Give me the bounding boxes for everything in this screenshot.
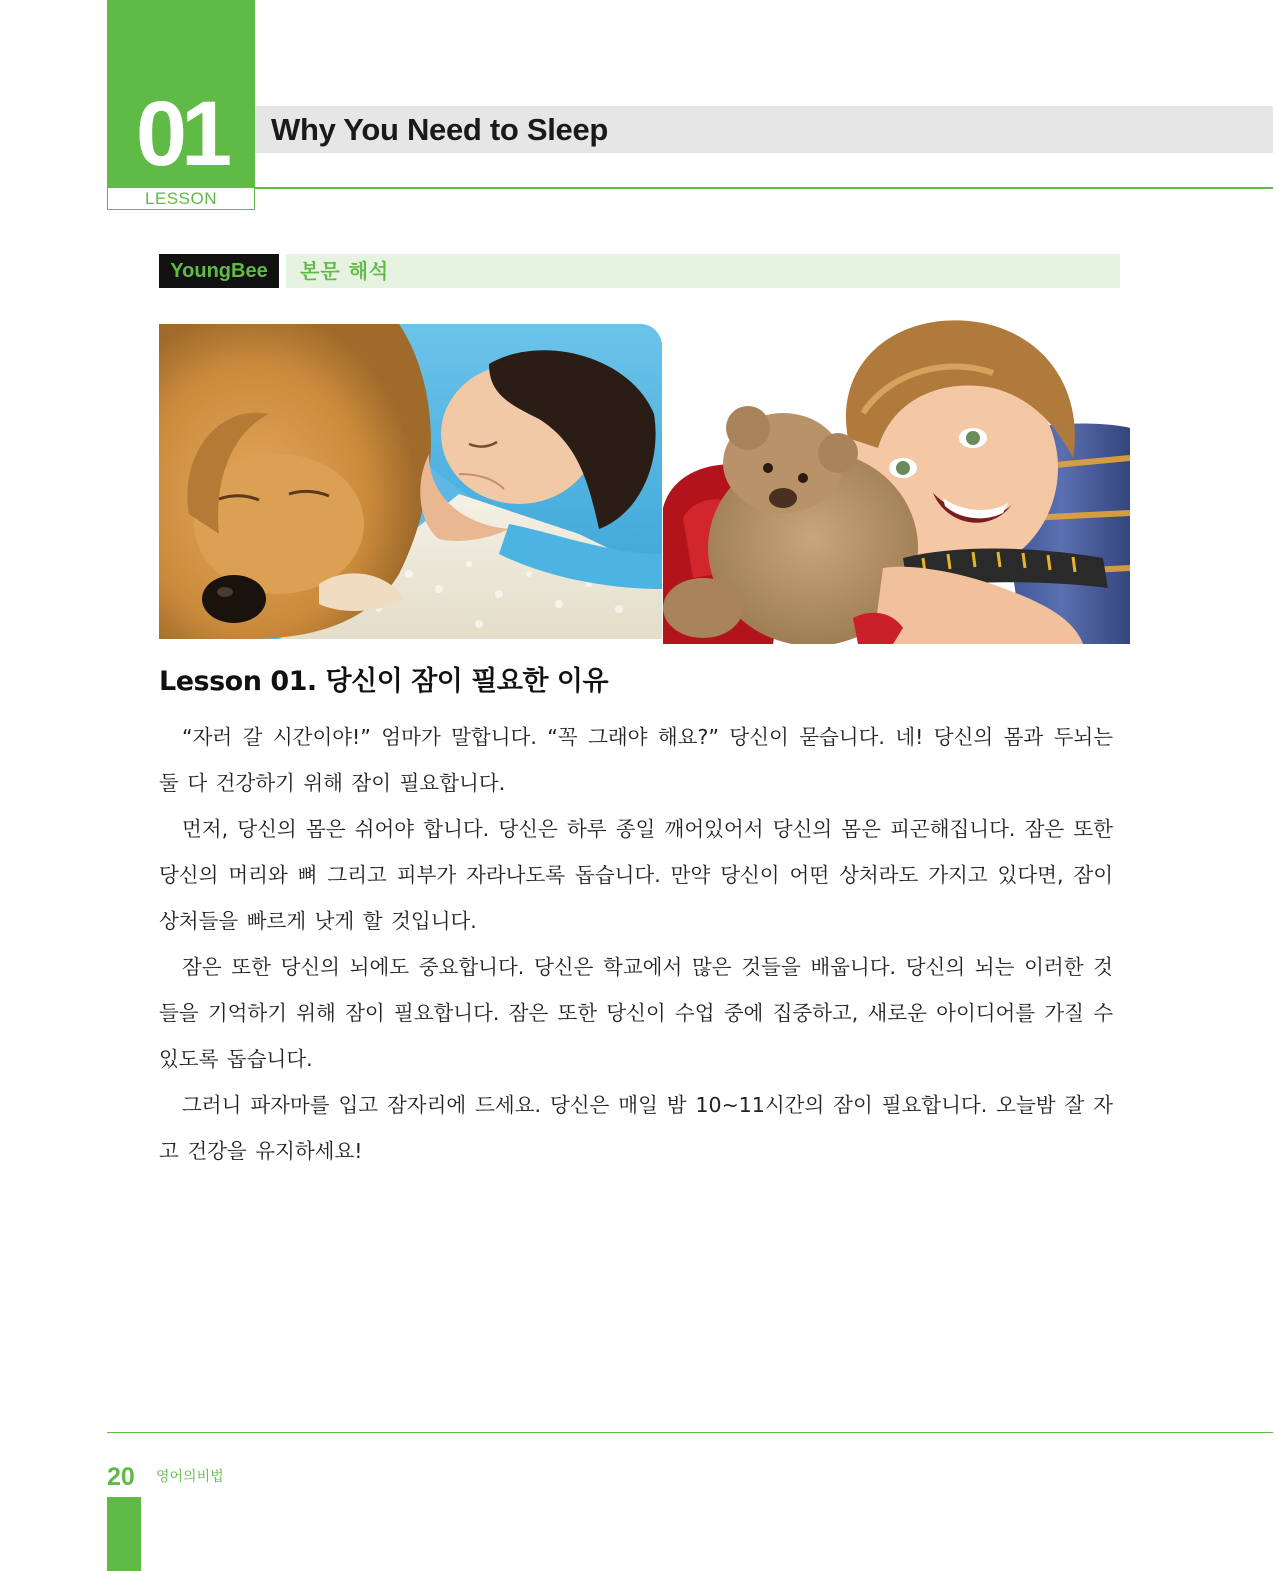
- photo-boy-with-teddy: [663, 318, 1130, 644]
- lesson-label: LESSON: [145, 189, 217, 208]
- page-title: Why You Need to Sleep: [271, 112, 609, 147]
- photo-boy-with-dog-illustration: [159, 324, 662, 639]
- lesson-label-box: [107, 188, 255, 210]
- title-band: [255, 106, 1273, 153]
- article-paragraph-1: “자러 갈 시간이야!” 엄마가 말합니다. “꼭 그래야 해요?” 당신이 묻습니다. 네! 당신의 몸과 두뇌는 둘 다 건강하기 위해 잠이 필요합니다.: [159, 725, 1113, 795]
- article-paragraph-2: 먼저, 당신의 몸은 쉬어야 합니다. 당신은 하루 종일 깨어있어서 당신의 몸은 피곤해집니다. 잠은 또한 당신의 머리와 뼈 그리고 피부가 자라나도록 돕습니다. 만약 당신이 어떤 상처라도 가지고 있다면, 잠이 상처들을 빠르게 낫게 할 것입니다.: [159, 817, 1113, 933]
- article-body: [159, 714, 1113, 1174]
- section-bar: [286, 254, 1120, 288]
- footer-accent-bar: [107, 1497, 141, 1571]
- article-heading: Lesson 01. 당신이 잠이 필요한 이유: [159, 666, 609, 697]
- article-paragraph-3: 잠은 또한 당신의 뇌에도 중요합니다. 당신은 학교에서 많은 것들을 배웁니다. 당신의 뇌는 이러한 것들을 기억하기 위해 잠이 필요합니다. 잠은 또한 당신이 수업 중에 집중하고, 새로운 아이디어를 가질 수 있도록 돕습니다.: [159, 955, 1113, 1071]
- book-title: 영어의비법: [156, 1469, 224, 1485]
- photo-boy-with-teddy-illustration: [663, 318, 1130, 644]
- footer-divider: [107, 1432, 1273, 1433]
- header-divider: [255, 187, 1273, 189]
- lesson-badge: [107, 0, 255, 188]
- photo-boy-with-dog: [159, 324, 662, 639]
- youngbee-tag-label: YoungBee: [170, 260, 268, 282]
- page-number: 20: [107, 1463, 135, 1491]
- article-paragraph-4: 그러니 파자마를 입고 잠자리에 드세요. 당신은 매일 밤 10~11시간의 잠이 필요합니다. 오늘밤 잘 자고 건강을 유지하세요!: [159, 1093, 1113, 1163]
- lesson-number: 01: [135, 83, 227, 185]
- youngbee-tag: [159, 254, 279, 288]
- section-title: 본문 해석: [300, 259, 390, 283]
